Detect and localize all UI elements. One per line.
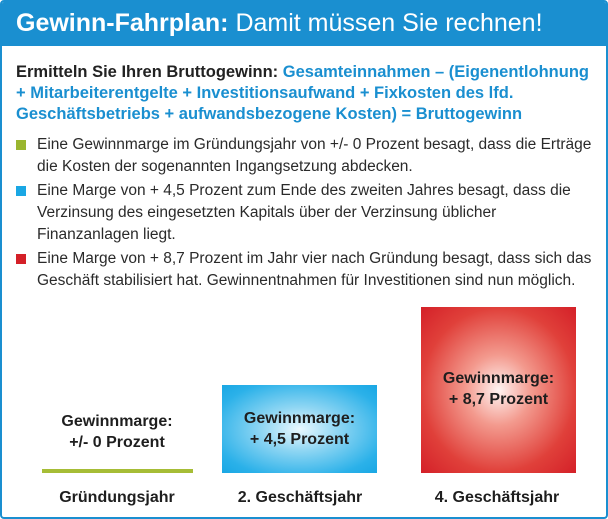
green-square-icon bbox=[16, 140, 26, 150]
bullet-text-1: Eine Gewinnmarge im Gründungsjahr von +/- 0 Prozent besagt, dass die Erträge die Kosten der sogenannten Ingangsetzung abdecken. bbox=[37, 136, 592, 175]
intro-formula bbox=[16, 62, 596, 125]
stage-2-margin-line2: + 4,5 Prozent bbox=[249, 431, 350, 448]
stage-3-box bbox=[421, 307, 576, 473]
stage-2-margin bbox=[222, 408, 377, 450]
stage-2-box bbox=[222, 385, 377, 473]
title-bold: Gewinn-Fahrplan: bbox=[16, 9, 229, 37]
stage-3-label: 4. Geschäftsjahr bbox=[434, 489, 560, 506]
stage-1-margin-line2: +/- 0 Prozent bbox=[69, 434, 165, 451]
red-square-icon bbox=[16, 254, 26, 264]
bullet-item-2 bbox=[16, 180, 596, 246]
stage-2-label: 2. Geschäftsjahr bbox=[237, 489, 363, 506]
stage-3-margin-line2: + 8,7 Prozent bbox=[448, 391, 549, 408]
intro-lead: Ermitteln Sie Ihren Bruttogewinn: bbox=[16, 63, 279, 81]
blue-square-icon bbox=[16, 186, 26, 196]
stage-3-margin bbox=[421, 368, 576, 410]
stage-1-margin-line1: Gewinnmarge: bbox=[61, 413, 173, 430]
title-rest: Damit müssen Sie rechnen! bbox=[228, 9, 543, 37]
stage-1-label: Gründungsjahr bbox=[59, 489, 175, 506]
bullet-text-3: Eine Marge von + 8,7 Prozent im Jahr vier nach Gründung besagt, dass sich das Geschäft stabilisiert hat. Gewinnentnahmen für Investitionen sind nun möglich. bbox=[37, 250, 592, 289]
stage-1-margin bbox=[42, 411, 192, 453]
stage-3-margin-line1: Gewinnmarge: bbox=[442, 370, 555, 387]
header-bar bbox=[2, 2, 606, 46]
bullet-item-1 bbox=[16, 134, 596, 178]
bullet-item-3 bbox=[16, 248, 596, 292]
bullet-text-2: Eine Marge von + 4,5 Prozent zum Ende des zweiten Jahres besagt, dass die Verzinsung des eingesetzten Kapitals über der Verzinsung üblicher Finanzanlagen liegt. bbox=[37, 182, 571, 243]
intro-formula-text: Gesamteinnahmen – (Eigenentlohnung + Mitarbeiterentgelte + Investitionsaufwand + Fixkosten des lfd. Geschäftsbetriebs + aufwandsbezogene Kosten) = Bruttogewinn bbox=[16, 63, 589, 123]
page-title bbox=[16, 8, 543, 38]
stage-2-margin-line1: Gewinnmarge: bbox=[243, 410, 356, 427]
stage-1-bar bbox=[42, 469, 193, 473]
